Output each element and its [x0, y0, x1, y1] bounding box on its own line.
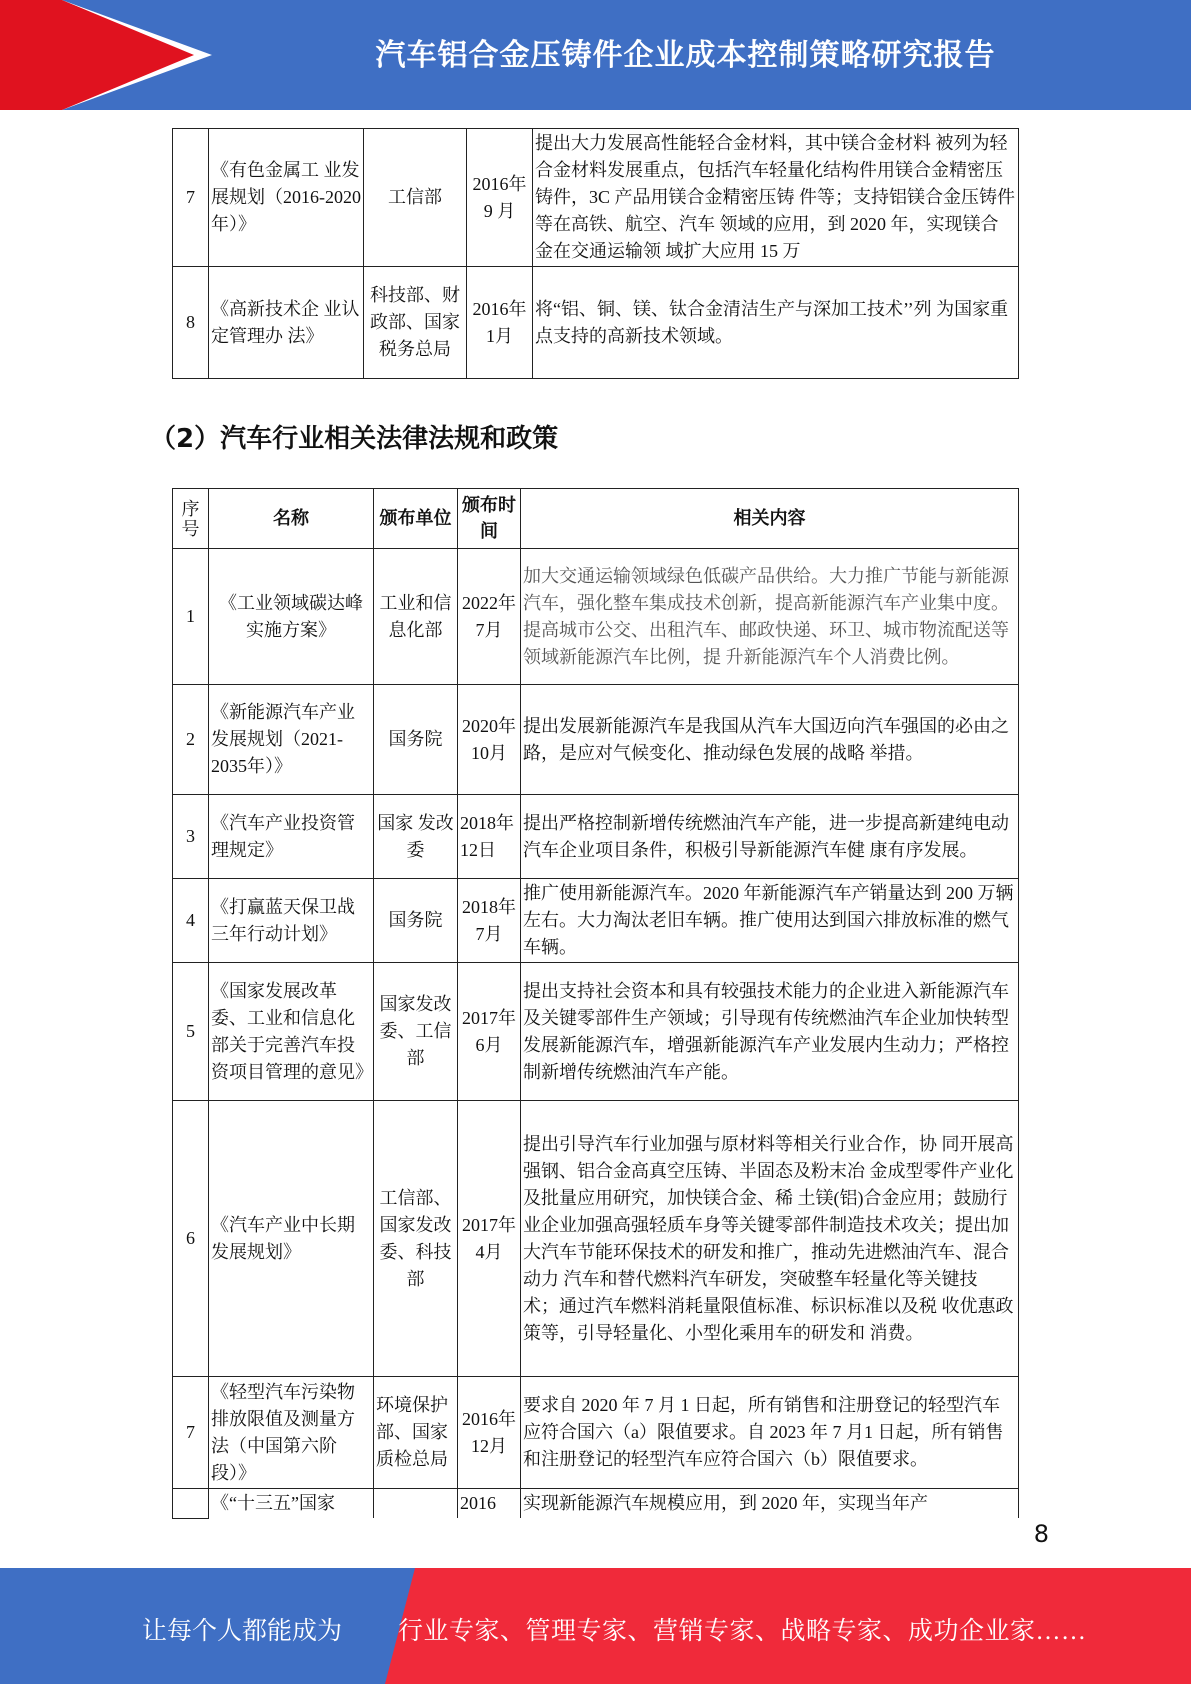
policy-content: 提出严格控制新增传统燃油汽车产能，进一步提高新建纯电动汽车企业项目条件，积极引导新能源汽车健 康有序发展。 — [521, 795, 1019, 879]
policy-name: 《汽车产业投资管理规定》 — [209, 795, 374, 879]
policy-date: 2016年 9 月 — [467, 129, 533, 267]
policy-issuer: 国务院 — [374, 879, 458, 963]
page-footer — [0, 1568, 1191, 1684]
policy-name: 《汽车产业中长期发展规划》 — [209, 1101, 374, 1377]
table-row — [173, 795, 1019, 879]
header-issuer: 颁布单位 — [374, 489, 458, 549]
table-row — [173, 879, 1019, 963]
row-number: 4 — [173, 879, 209, 963]
row-number: 3 — [173, 795, 209, 879]
row-number — [173, 1489, 209, 1519]
header-title: 汽车铝合金压铸件企业成本控制策略研究报告 — [375, 38, 996, 73]
policy-date: 2016年 12月 — [458, 1377, 521, 1489]
row-number: 2 — [173, 685, 209, 795]
policy-content: 将“铝、铜、镁、钛合金清洁生产与深加工技术’’列 为国家重点支持的高新技术领域。 — [533, 267, 1019, 379]
policy-date: 2020年 10月 — [458, 685, 521, 795]
policy-content: 提出发展新能源汽车是我国从汽车大国迈向汽车强国的必由之路，是应对气候变化、推动绿色发展的战略 举措。 — [521, 685, 1019, 795]
header-arrow-red — [62, 0, 194, 110]
policy-name: 《国家发展改革委、工业和信息化部关于完善汽车投资项目管理的意见》 — [209, 963, 374, 1101]
policy-name: 《工业领域碳达峰实施方案》 — [209, 549, 374, 685]
row-number: 5 — [173, 963, 209, 1101]
policy-issuer: 国家发改委、工信部 — [374, 963, 458, 1101]
policy-content: 实现新能源汽车规模应用，到 2020 年，实现当年产 — [521, 1489, 1019, 1519]
footer-slogan-left: 让每个人都能成为 — [142, 1618, 343, 1645]
policy-issuer — [374, 1489, 458, 1519]
row-number: 7 — [173, 1377, 209, 1489]
policy-issuer: 环境保护部、国家质检总局 — [374, 1377, 458, 1489]
header-no: 序号 — [173, 489, 209, 549]
table-row — [173, 963, 1019, 1101]
policy-issuer: 工业和信息化部 — [374, 549, 458, 685]
policy-issuer: 工信部、国家发改委、科技部 — [374, 1101, 458, 1377]
row-number: 8 — [173, 267, 209, 379]
policy-issuer: 国务院 — [374, 685, 458, 795]
policy-issuer: 国家 发改委 — [374, 795, 458, 879]
table-row — [173, 1377, 1019, 1489]
policy-date: 2022年 7月 — [458, 549, 521, 685]
policy-date: 2018年 12日 — [458, 795, 521, 879]
policy-date: 2017年 4月 — [458, 1101, 521, 1377]
policy-name: 《轻型汽车污染物排放限值及测量方法（中国第六阶段）》 — [209, 1377, 374, 1489]
header-name: 名称 — [209, 489, 374, 549]
section-title: （2）汽车行业相关法律法规和政策 — [150, 424, 559, 454]
policy-table-auto — [172, 488, 1019, 1519]
policy-issuer: 科技部、财政部、国家税务总局 — [364, 267, 467, 379]
policy-issuer: 工信部 — [364, 129, 467, 267]
table-row — [173, 267, 1019, 379]
policy-date: 2018年 7月 — [458, 879, 521, 963]
table-header-row — [173, 489, 1019, 549]
policy-date: 2016年 1月 — [467, 267, 533, 379]
policy-name: 《高新技术企 业认定管理办 法》 — [209, 267, 364, 379]
policy-name: 《有色金属工 业发展规划（2016-2020年）》 — [209, 129, 364, 267]
page-header — [0, 0, 1191, 110]
footer-slogan-right: 行业专家、管理专家、营销专家、战略专家、成功企业家…… — [398, 1618, 1087, 1645]
policy-name: 《新能源汽车产业发展规划（2021-2035年）》 — [209, 685, 374, 795]
policy-name: 《“十三五”国家 — [209, 1489, 374, 1519]
policy-name: 《打赢蓝天保卫战三年行动计划》 — [209, 879, 374, 963]
table-row — [173, 1101, 1019, 1377]
policy-content: 提出大力发展高性能轻合金材料，其中镁合金材料 被列为轻合金材料发展重点，包括汽车轻量化结构件用镁合金精密压铸件，3C 产品用镁合金精密压铸 件等；支持铝镁合金压铸件等在高铁、航空、汽车 领域的应用，到 2020 年，实现镁合金在交通运输领 域扩大应用 15 万 — [533, 129, 1019, 267]
table-row — [173, 549, 1019, 685]
row-number: 7 — [173, 129, 209, 267]
header-content: 相关内容 — [521, 489, 1019, 549]
page-number: 8 — [1033, 1520, 1049, 1548]
header-date: 颁布时间 — [458, 489, 521, 549]
policy-content: 推广使用新能源汽车。2020 年新能源汽车产销量达到 200 万辆左右。大力淘汰老旧车辆。推广使用达到国六排放标准的燃气车辆。 — [521, 879, 1019, 963]
policy-date: 2017年 6月 — [458, 963, 521, 1101]
policy-content: 加大交通运输领域绿色低碳产品供给。大力推广节能与新能源汽车，强化整车集成技术创新，提高新能源汽车产业集中度。提高城市公交、出租汽车、邮政快递、环卫、城市物流配送等领域新能源汽车比例，提 升新能源汽车个人消费比例。 — [521, 549, 1019, 685]
table-row — [173, 129, 1019, 267]
policy-table-materials — [172, 128, 1019, 379]
policy-content: 提出引导汽车行业加强与原材料等相关行业合作，协 同开展高强钢、铝合金高真空压铸、半固态及粉末冶 金成型零件产业化及批量应用研究，加快镁合金、稀 土镁(铝)合金应用；鼓励行业企业加强高强轻质车身等关键零部件制造技术攻关；提出加大汽车节能环保技术的研发和推广，推动先进燃油汽车、混合动力 汽车和替代燃料汽车研发，突破整车轻量化等关键技 术；通过汽车燃料消耗量限值标准、标识标准以及税 收优惠政策等，引导轻量化、小型化乘用车的研发和 消费。 — [521, 1101, 1019, 1377]
row-number: 6 — [173, 1101, 209, 1377]
policy-content: 提出支持社会资本和具有较强技术能力的企业进入新能源汽车及关键零部件生产领域；引导现有传统燃油汽车企业加快转型发展新能源汽车，增强新能源汽车产业发展内生动力；严格控制新增传统燃油汽车产能。 — [521, 963, 1019, 1101]
table-row — [173, 1489, 1019, 1519]
policy-date: 2016 — [458, 1489, 521, 1519]
table-row — [173, 685, 1019, 795]
row-number: 1 — [173, 549, 209, 685]
policy-content: 要求自 2020 年 7 月 1 日起，所有销售和注册登记的轻型汽车应符合国六（a）限值要求。自 2023 年 7 月1 日起，所有销售和注册登记的轻型汽车应符合国六（b）限值要求。 — [521, 1377, 1019, 1489]
header-red-block — [0, 0, 62, 110]
